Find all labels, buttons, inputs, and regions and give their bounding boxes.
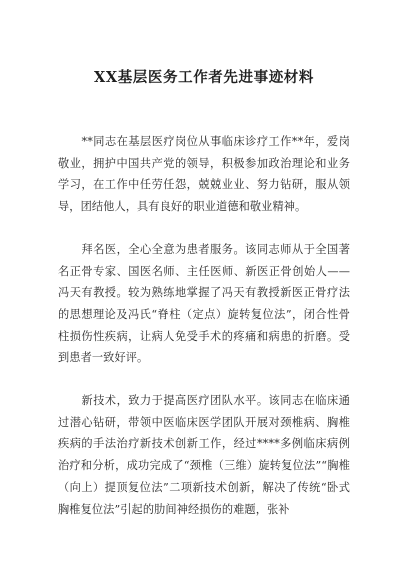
paragraph-mentor: 拜名医，全心全意为患者服务。该同志师从于全国著名正骨专家、国医名师、主任医师、新医正骨创始人——冯天有教授。较为熟练地掌握了冯天有教授新医正骨疗法的思想理论及冯氏“脊柱（定点）旋转复位法”，闭合性骨柱损伤性疾病，让病人免受手术的疼痛和病患的折磨。受到患者一致好评。 [58, 242, 350, 365]
paragraph-intro: **同志在基层医疗岗位从事临床诊疗工作**年，爱岗敬业，拥护中国共产党的领导，积极参加政治理论和业务学习，在工作中任劳任怨，兢兢业业、努力钻研，服从领导，团结他人，具有良好的职业道德和敬业精神。 [58, 135, 350, 214]
paragraph-new-technology: 新技术，致力于提高医疗团队水平。该同志在临床通过潜心钻研，带领中医临床医学团队开展对颈椎病、胸椎疾病的手法治疗新技术创新工作，经过****多例临床病例治疗和分析，成功完成了“颈椎（三维）旋转复位法”“胸椎（向上）提顶复位法”二项新技术创新，解决了传统“卧式胸椎复位法”引起的肋间神经损伤的难题，张补 [58, 394, 350, 516]
document-title: XX基层医务工作者先进事迹材料 [94, 69, 314, 86]
